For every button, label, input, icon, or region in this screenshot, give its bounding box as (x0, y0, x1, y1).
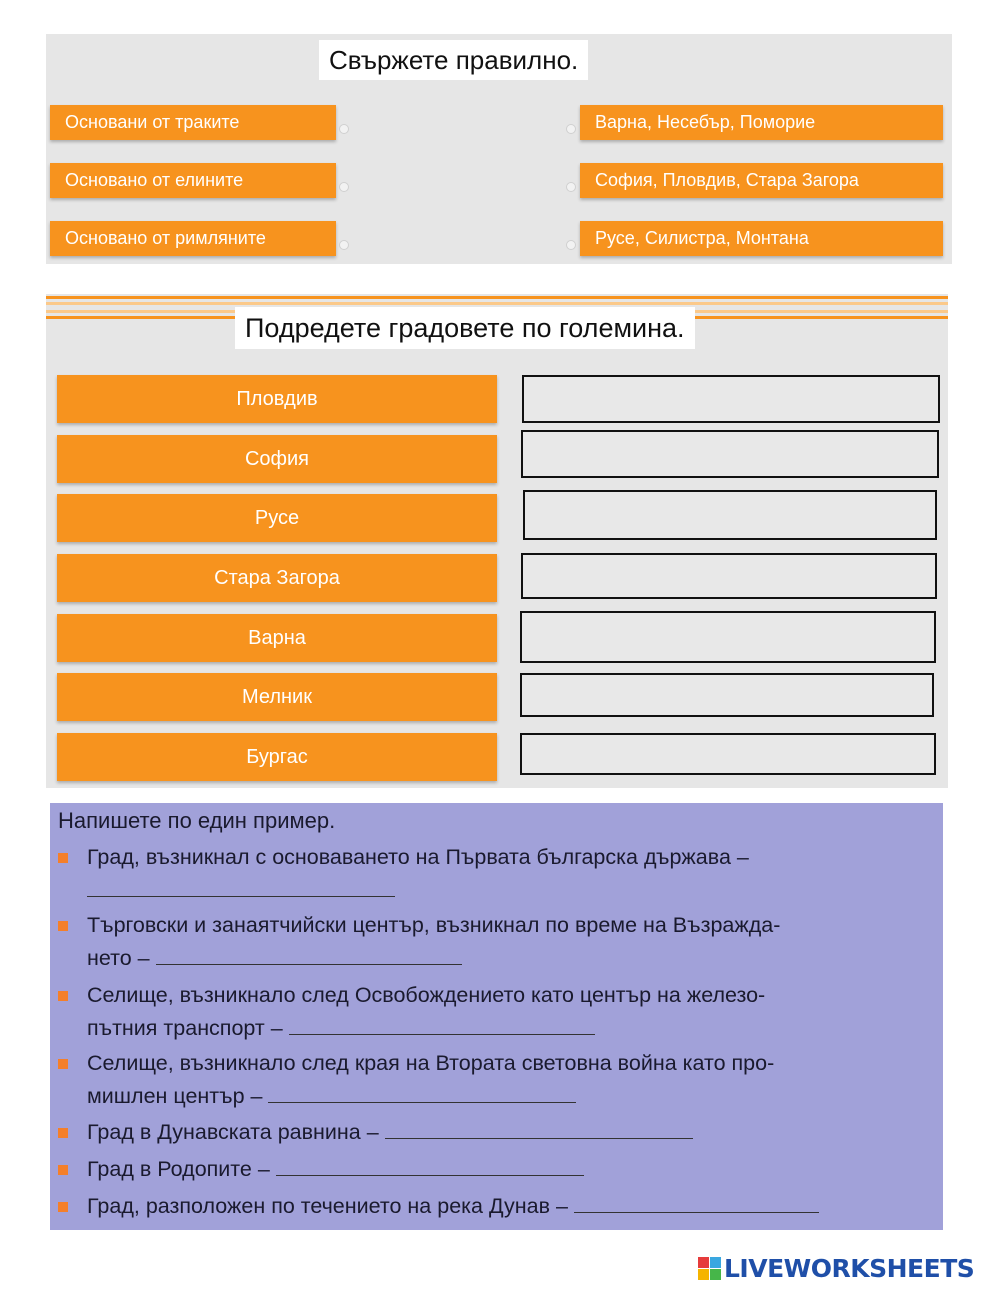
match-right-item[interactable]: Варна, Несебър, Поморие (580, 105, 943, 140)
drop-slot[interactable] (522, 375, 940, 423)
match-title: Свържете правилно. (319, 40, 588, 80)
city-card[interactable]: София (57, 435, 497, 483)
drop-slot[interactable] (523, 490, 937, 540)
answer-blank[interactable] (289, 1012, 595, 1035)
example-item-text: нето – (87, 946, 150, 970)
connector-dot[interactable] (339, 124, 349, 134)
example-item-text: Град, възникнал с основаването на Първата българска държава – (87, 845, 749, 869)
drop-slot[interactable] (520, 733, 936, 775)
city-card[interactable]: Варна (57, 614, 497, 662)
drop-slot[interactable] (521, 430, 939, 478)
logo-text: LIVEWORKSHEETS (724, 1254, 975, 1283)
city-card[interactable]: Русе (57, 494, 497, 542)
example-item-text: Селище, възникнало след края на Втората световна война като про- (87, 1051, 775, 1075)
city-card[interactable]: Мелник (57, 673, 497, 721)
example-heading: Напишете по един пример. (58, 808, 336, 833)
example-item-text: Град в Родопите – (87, 1157, 270, 1181)
answer-blank[interactable] (156, 942, 462, 965)
example-item-text: Град, разположен по течението на река Дунав – (87, 1194, 568, 1218)
answer-blank[interactable] (276, 1153, 584, 1176)
example-item (58, 909, 938, 975)
example-item (58, 1153, 938, 1186)
bullet-icon (58, 853, 68, 863)
bullet-icon (58, 1059, 68, 1069)
bullet-icon (58, 991, 68, 1001)
example-item-text: Селище, възникнало след Освобождението като център на железо- (87, 983, 766, 1007)
connector-dot[interactable] (566, 182, 576, 192)
logo-tile (710, 1257, 721, 1268)
drop-slot[interactable] (520, 673, 934, 717)
answer-blank[interactable] (87, 874, 395, 897)
logo-tile (698, 1257, 709, 1268)
match-panel (46, 34, 952, 264)
example-item-text: Град в Дунавската равнина – (87, 1120, 379, 1144)
logo-tile (710, 1269, 721, 1280)
example-item-text: пътния транспорт – (87, 1016, 283, 1040)
example-item (58, 1116, 938, 1149)
example-item (58, 841, 938, 907)
example-item (58, 979, 938, 1045)
drop-slot[interactable] (521, 553, 937, 599)
example-item (58, 1047, 938, 1113)
match-left-item[interactable]: Основано от елините (50, 163, 336, 198)
logo-tiles-icon (698, 1257, 721, 1280)
connector-dot[interactable] (566, 240, 576, 250)
bullet-icon (58, 921, 68, 931)
decor-stripe (46, 302, 948, 305)
drop-slot[interactable] (520, 611, 936, 663)
match-left-item[interactable]: Основано от римляните (50, 221, 336, 256)
bullet-icon (58, 1202, 68, 1212)
logo-tile (698, 1269, 709, 1280)
connector-dot[interactable] (566, 124, 576, 134)
answer-blank[interactable] (574, 1190, 819, 1213)
answer-blank[interactable] (385, 1116, 693, 1139)
order-title: Подредете градовете по големина. (235, 307, 695, 349)
example-panel (50, 803, 943, 1230)
connector-dot[interactable] (339, 240, 349, 250)
example-item (58, 1190, 938, 1223)
order-panel (46, 294, 948, 788)
match-right-item[interactable]: Русе, Силистра, Монтана (580, 221, 943, 256)
city-card[interactable]: Пловдив (57, 375, 497, 423)
bullet-icon (58, 1128, 68, 1138)
match-left-item[interactable]: Основани от траките (50, 105, 336, 140)
connector-dot[interactable] (339, 182, 349, 192)
bullet-icon (58, 1165, 68, 1175)
decor-stripe (46, 296, 948, 299)
match-right-item[interactable]: София, Пловдив, Стара Загора (580, 163, 943, 198)
example-item-text: мишлен център – (87, 1084, 263, 1108)
liveworksheets-logo (698, 1254, 974, 1283)
answer-blank[interactable] (268, 1080, 576, 1103)
city-card[interactable]: Бургас (57, 733, 497, 781)
city-card[interactable]: Стара Загора (57, 554, 497, 602)
example-item-text: Търговски и занаятчийски център, възникнал по време на Възражда- (87, 913, 781, 937)
